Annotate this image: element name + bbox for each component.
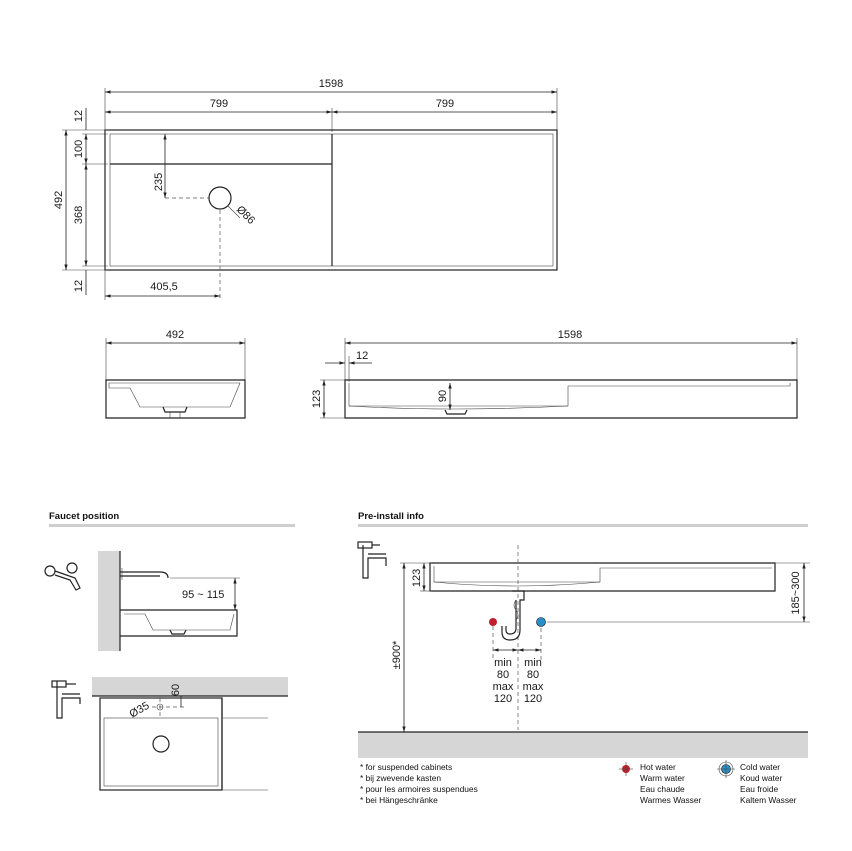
front-height-label: 123 (311, 389, 323, 409)
pre-install-section (358, 511, 810, 758)
drain-range-label: 185~300 (790, 571, 802, 615)
top-view (53, 78, 557, 300)
hot-label: Eau chaude (640, 784, 685, 794)
hot-label: Warm water (640, 773, 685, 783)
bowl-depth-label: 90 (437, 389, 449, 403)
pre-install-height-label: 123 (411, 568, 423, 588)
hole-diameter-label: Ø86 (233, 203, 258, 227)
top-half-right-label: 799 (435, 98, 455, 110)
hot-label: Hot water (640, 762, 676, 772)
note-line: * bij zwevende kasten (360, 773, 442, 783)
notes (360, 762, 478, 805)
faucet-height-label: 95 ~ 115 (182, 589, 225, 601)
hot-water-marker (489, 618, 497, 626)
front-rim-label: 12 (356, 350, 369, 362)
cold-water-marker (537, 618, 546, 627)
hole-offset-v-label: 235 (153, 172, 165, 192)
faucet-offset-label: 60 (170, 683, 182, 697)
legend-cold (717, 760, 797, 805)
faucet-hole-label: Ø35 (127, 699, 152, 721)
left-clearance-3: 120 (493, 693, 513, 705)
right-clearance-3: 120 (523, 693, 543, 705)
left-clearance-2: max (492, 681, 514, 693)
note-line: * for suspended cabinets (360, 762, 453, 772)
cold-label: Eau froide (740, 784, 779, 794)
side-view (106, 329, 245, 418)
note-line: * pour les armoires suspendues (360, 784, 478, 794)
right-clearance-1: 80 (526, 669, 540, 681)
front-width-label: 1598 (557, 329, 583, 341)
mount-height-label: ±900* (391, 640, 403, 670)
shelf-depth-label: 100 (73, 139, 85, 159)
hole-offset-h-label: 405,5 (150, 281, 178, 293)
legend-hot (619, 762, 701, 805)
inner-depth-label: 368 (73, 205, 85, 225)
top-half-left-label: 799 (209, 98, 229, 110)
faucet-position-section (45, 511, 295, 790)
cold-label: Koud water (740, 773, 783, 783)
faucet-side-icon (358, 542, 386, 578)
hot-label: Warmes Wasser (640, 795, 702, 805)
total-depth-label: 492 (53, 190, 65, 210)
cold-label: Kaltem Wasser (740, 795, 797, 805)
right-clearance-0: min (524, 657, 542, 669)
faucet-position-title: Faucet position (49, 511, 120, 522)
side-width-label: 492 (165, 329, 185, 341)
note-line: * bei Hängeschränke (360, 795, 438, 805)
rim-top-label: 12 (73, 109, 85, 123)
pre-install-title: Pre-install info (358, 511, 424, 522)
rim-bottom-label: 12 (73, 279, 85, 293)
left-clearance-1: 80 (496, 669, 510, 681)
right-clearance-2: max (522, 681, 544, 693)
top-width-label: 1598 (318, 78, 344, 90)
faucet-wall-icon (45, 563, 80, 590)
front-view (311, 329, 797, 418)
cold-label: Cold water (740, 762, 781, 772)
left-clearance-0: min (494, 657, 512, 669)
faucet-deck-icon (52, 681, 80, 718)
